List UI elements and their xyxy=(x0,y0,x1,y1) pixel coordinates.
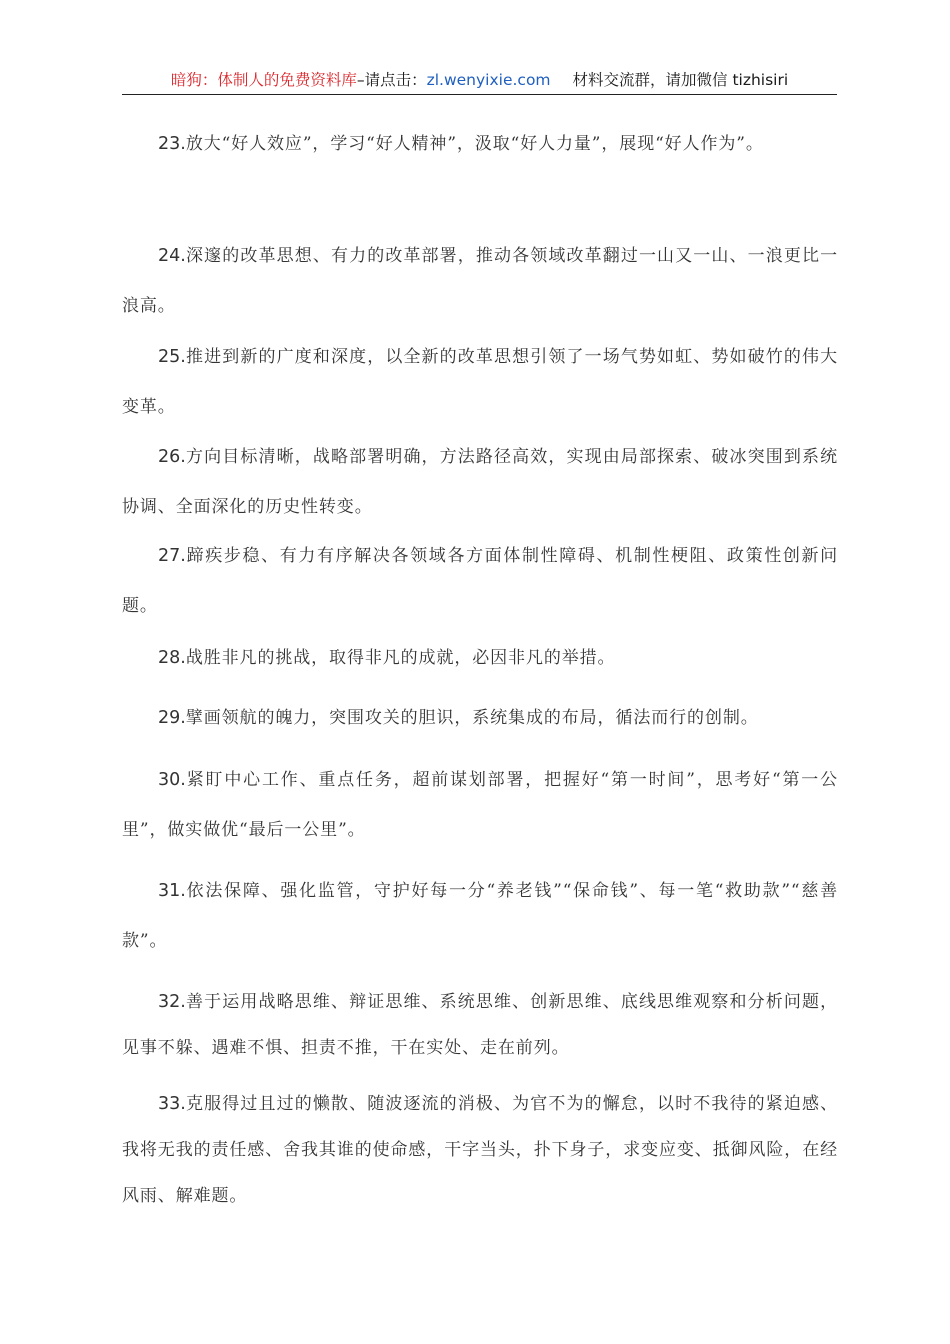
list-item-33 xyxy=(122,1081,838,1219)
list-item-27 xyxy=(122,531,838,631)
item-number: 31. xyxy=(158,881,186,901)
item-number: 25. xyxy=(158,347,186,367)
item-number: 24. xyxy=(158,246,186,266)
item-text: 擘画领航的魄力，突围攻关的胆识，系统集成的布局，循法而行的创制。 xyxy=(185,708,759,728)
list-item-31 xyxy=(122,866,838,966)
header-click-prompt: –请点击： xyxy=(356,71,427,89)
item-text: 战胜非凡的挑战，取得非凡的成就，必因非凡的举措。 xyxy=(185,648,616,668)
item-number: 30. xyxy=(158,770,186,790)
item-number: 32. xyxy=(158,992,186,1012)
list-item-30 xyxy=(122,755,838,855)
item-text: 克服得过且过的懒散、随波逐流的消极、为官不为的懈怠，以时不我待的紧迫感、我将无我的责任感、舍我其谁的使命感，干字当头，扑下身子，求变应变、抵御风险，在经风雨、解难题。 xyxy=(122,1094,838,1206)
item-text: 依法保障、强化监管，守护好每一分“养老钱”“保命钱”、每一笔“救助款”“慈善款”。 xyxy=(122,881,838,951)
list-item-32 xyxy=(122,979,838,1071)
item-number: 26. xyxy=(158,447,186,467)
list-item-26 xyxy=(122,432,838,532)
header-wechat-note: 材料交流群，请加微信 tizhisiri xyxy=(572,71,789,89)
list-item-23 xyxy=(122,119,838,169)
item-text: 善于运用战略思维、辩证思维、系统思维、创新思维、底线思维观察和分析问题，见事不躲、遇难不惧、担责不推，干在实处、走在前列。 xyxy=(122,992,838,1058)
list-item-28 xyxy=(122,633,838,683)
header-url-link[interactable]: zl.wenyixie.com xyxy=(426,71,551,89)
item-text: 深邃的改革思想、有力的改革部署，推动各领域改革翻过一山又一山、一浪更比一浪高。 xyxy=(122,246,838,316)
item-text: 方向目标清晰，战略部署明确，方法路径高效，实现由局部探索、破冰突围到系统协调、全面深化的历史性转变。 xyxy=(122,447,838,517)
list-item-29 xyxy=(122,693,838,743)
item-number: 27. xyxy=(158,546,186,566)
header-brand: 暗狗：体制人的免费资料库 xyxy=(170,71,357,89)
item-number: 29. xyxy=(158,708,186,728)
item-number: 28. xyxy=(158,648,186,668)
item-number: 23. xyxy=(158,134,186,154)
item-text: 放大“好人效应”，学习“好人精神”，汲取“好人力量”，展现“好人作为”。 xyxy=(185,134,764,154)
item-number: 33. xyxy=(158,1094,186,1114)
page-header xyxy=(122,68,837,95)
list-item-24 xyxy=(122,231,838,331)
item-text: 推进到新的广度和深度，以全新的改革思想引领了一场气势如虹、势如破竹的伟大变革。 xyxy=(122,347,838,417)
item-text: 紧盯中心工作、重点任务，超前谋划部署，把握好“第一时间”，思考好“第一公里”，做实做优“最后一公里”。 xyxy=(122,770,838,840)
item-text: 蹄疾步稳、有力有序解决各领域各方面体制性障碍、机制性梗阻、政策性创新问题。 xyxy=(122,546,838,616)
list-item-25 xyxy=(122,332,838,432)
